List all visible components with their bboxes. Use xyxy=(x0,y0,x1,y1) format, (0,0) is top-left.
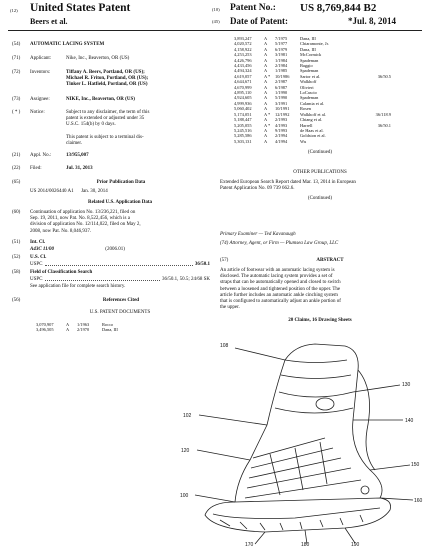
reference-row: 4,494,324 A 1/1985 Spademan xyxy=(234,68,319,74)
primary-examiner: Primary Examiner — Ted Kavanaugh xyxy=(220,232,296,237)
reference-row: 4,895,110 A 1/1990 LoCascio xyxy=(234,90,317,96)
drawing-label: 180 xyxy=(301,542,310,548)
code-45: (45) xyxy=(212,19,220,24)
abstract-heading: ABSTRACT xyxy=(316,258,344,263)
references-field: (56) References Cited xyxy=(12,298,140,303)
reference-row: 5,303,131 A 4/1994 Wu xyxy=(234,138,307,144)
continuation-field: (60) Continuation of application No. 13/236,221, filed on Sep. 19, 2011, now Pat. No. 8,522,456, which is a division of application No. 12/114,022, filed on May 2, 2008, now Pat. No. 8,046,937. xyxy=(12,210,141,234)
assignee-field: (73) Assignee: NIKE, Inc., Beaverton, OR (US) xyxy=(12,97,135,102)
abstract-code: (57) xyxy=(220,258,229,263)
us-cl-field: (52) U.S. Cl. xyxy=(12,255,47,260)
reference-row: 4,619,057 A * 10/1986 Sartor et al. 36/50.5 xyxy=(234,73,391,79)
reference-row: 4,670,999 A 6/1987 Olivieri xyxy=(234,84,314,90)
reference-row: 4,924,605 A 5/1990 Spademan xyxy=(234,95,319,101)
reference-row: 4,158,922 A 6/1979 Dana, III xyxy=(234,46,316,52)
filed-field: (22) Filed: Jul. 31, 2013 xyxy=(12,166,93,171)
notice-field: ( * ) Notice: Subject to any disclaimer, the term of this patent is extended or adjusted under 35 U.S.C. 154(b) by 0 days. This patent is subject to a terminal dis- claimer. xyxy=(12,110,150,146)
us-patent-docs-heading: U.S. PATENT DOCUMENTS xyxy=(89,310,151,315)
reference-row: 4,999,936 A 3/1991 Calamia et al. xyxy=(234,100,325,106)
reference-row: 3,070,907 A 1/1963 Rocco xyxy=(36,322,114,327)
code-10: (10) xyxy=(212,7,220,12)
drawing-label: 190 xyxy=(351,542,360,548)
reference-row: 4,253,253 A 3/1981 McCormick xyxy=(234,52,322,58)
patent-number: US 8,769,844 B2 xyxy=(300,2,377,14)
drawing-label: 140 xyxy=(405,418,414,424)
reference-row: 4,433,456 A 2/1984 Baggio xyxy=(234,63,313,69)
title-field: (54) AUTOMATIC LACING SYSTEM xyxy=(12,42,105,47)
drawing-label: 102 xyxy=(183,413,192,419)
reference-row: 5,174,051 A * 12/1992 Walkhoff et al. 36/118.9 xyxy=(234,111,391,117)
inventor-short: Beers et al. xyxy=(30,17,68,26)
other-pubs-heading: OTHER PUBLICATIONS xyxy=(293,170,347,175)
date-label: Date of Patent: xyxy=(230,16,288,26)
prior-pub-line: US 2014/0026440 A1 Jan. 30, 2014 xyxy=(30,189,108,194)
us-cl-values: USPC 36/50.1 xyxy=(30,262,210,267)
drawing-label: 150 xyxy=(411,462,420,468)
header-rule xyxy=(8,30,422,31)
code-12: (12) xyxy=(10,8,18,13)
int-cl-values: A43C 11/00 (2006.01) xyxy=(30,247,125,252)
reference-row: 5,188,447 A 2/1993 Chiang et al. xyxy=(234,117,323,123)
related-heading: Related U.S. Application Data xyxy=(87,200,153,205)
document-title: United States Patent xyxy=(30,2,131,14)
attorney: (74) Attorney, Agent, or Firm — Plumsea Law Group, LLC xyxy=(220,241,339,246)
reference-row: 5,245,516 A 9/1993 de Haas et al. xyxy=(234,127,324,133)
applicant-field: (71) Applicant: Nike, Inc., Beaverton, OR (US) xyxy=(12,56,130,61)
reference-row: 3,496,505 A 2/1970 Dana, III xyxy=(36,327,118,333)
drawing-label: 108 xyxy=(220,343,229,349)
abstract-text: An article of footwear with an automatic lacing system is disclosed. The automatic lacing system provides a set of straps that can be automatically opened and closed to switch between a loosened and tightened position of the upper. The article further includes an automatic ankle cinching system that is configured to automatically adjust an ankle portion of the upper. xyxy=(220,268,341,311)
reference-row: 4,426,796 A 1/1984 Spademan xyxy=(234,57,319,63)
reference-row: 4,644,671 A 2/1987 Walkhoff xyxy=(234,79,317,85)
right-reference-list xyxy=(234,36,420,144)
int-cl-field: (51) Int. Cl. xyxy=(12,240,46,245)
other-pubs: Extended European Search Report dated Mar. 13, 2014 in European Patent Application No. 09 739 662.6. xyxy=(220,180,356,192)
appl-no-field: (21) Appl. No.: 13/955,007 xyxy=(12,153,89,158)
field-search-field: (58) Field of Classification Search xyxy=(12,270,93,275)
claims-summary: 20 Claims, 16 Drawing Sheets xyxy=(288,318,352,323)
reference-row: 5,285,586 A 2/1994 Goldston et al. xyxy=(234,133,326,139)
field-search-values: USPC 36/50.1, 50.5; 24/68 SK xyxy=(30,277,210,282)
reference-row: 5,060,402 A 10/1991 Rosen xyxy=(234,106,311,112)
continued-label: (Continued) xyxy=(307,150,333,155)
drawing-label: 120 xyxy=(181,448,190,454)
shoe-drawing xyxy=(175,330,425,548)
continued-label-2: (Continued) xyxy=(307,196,333,201)
patent-date: *Jul. 8, 2014 xyxy=(348,16,397,26)
drawing-label: 170 xyxy=(245,542,254,548)
reference-row: 3,893,247 A 7/1975 Dana, III xyxy=(234,36,316,41)
reference-row: 5,205,055 A * 4/1993 Harrell 36/50.1 xyxy=(234,122,391,128)
drawing-label: 130 xyxy=(402,382,411,388)
drawing-label: 160 xyxy=(414,498,423,504)
inventors-field: (72) Inventors: Tiffany A. Beers, Portland, OR (US); Michael R. Friton, Portland, OR (US); Tinker L. Hatfield, Portland, OR (US) xyxy=(12,70,149,88)
prior-pub-field: (65) Prior Publication Data xyxy=(12,180,146,185)
reference-row: 4,020,572 A 5/1977 Chiaramonte, Jr. xyxy=(234,41,329,47)
field-search-note: See application file for complete search history. xyxy=(30,284,126,289)
patent-no-label: Patent No.: xyxy=(230,3,276,13)
drawing-label: 100 xyxy=(180,493,189,499)
